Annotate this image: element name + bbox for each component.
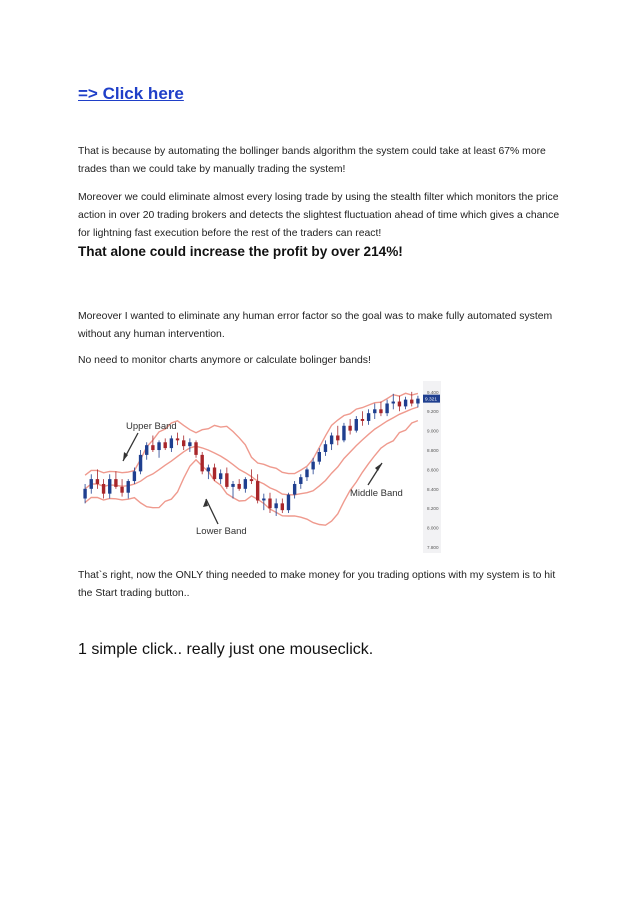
lower-band-label: Lower Band <box>196 526 247 537</box>
paragraph-start-trading: That`s right, now the ONLY thing needed to make money for you trading options with my system is to hit the Start trading button.. <box>78 570 556 599</box>
bollinger-bands-chart <box>78 381 441 553</box>
paragraph-stealth-filter: Moreover we could eliminate almost every losing trade by using the stealth filter which monitors the price action in over 20 trading brokers and detects the slightest fluctuation ahead of time which gives a chance for lightning fast execution before the rest of the traders can react! <box>78 192 560 239</box>
candle <box>287 493 290 513</box>
y-tick-label: 9.200 <box>427 409 439 415</box>
y-tick-label: 9.400 <box>427 389 439 395</box>
middle-band-label: Middle Band <box>350 488 403 499</box>
y-tick-label: 8.000 <box>427 525 439 531</box>
y-tick-label: 8.200 <box>427 506 439 512</box>
paragraph-no-monitoring: No need to monitor charts anymore or calculate bolinger bands! <box>78 355 371 366</box>
y-tick-label: 8.600 <box>427 467 439 473</box>
y-tick-label: 9.000 <box>427 428 439 434</box>
paragraph-automation: That is because by automating the bollinger bands algorithm the system could take at least 67% more trades than we could take by manually trading the system! <box>78 146 546 175</box>
closing-statement: 1 simple click.. really just one mouseclick. <box>78 641 374 658</box>
click-here-link[interactable]: => Click here <box>78 84 184 103</box>
y-tick-label: 7.800 <box>427 545 439 550</box>
paragraph-human-error: Moreover I wanted to eliminate any human error factor so the goal was to make fully automated system without any human intervention. <box>78 311 553 340</box>
current-price-label: 9.321 <box>425 397 438 403</box>
candle <box>200 452 203 474</box>
y-tick-label: 8.800 <box>427 448 439 454</box>
profit-headline: That alone could increase the profit by over 214%! <box>78 244 403 259</box>
y-tick-label: 8.400 <box>427 486 439 492</box>
upper-band-label: Upper Band <box>126 421 177 432</box>
